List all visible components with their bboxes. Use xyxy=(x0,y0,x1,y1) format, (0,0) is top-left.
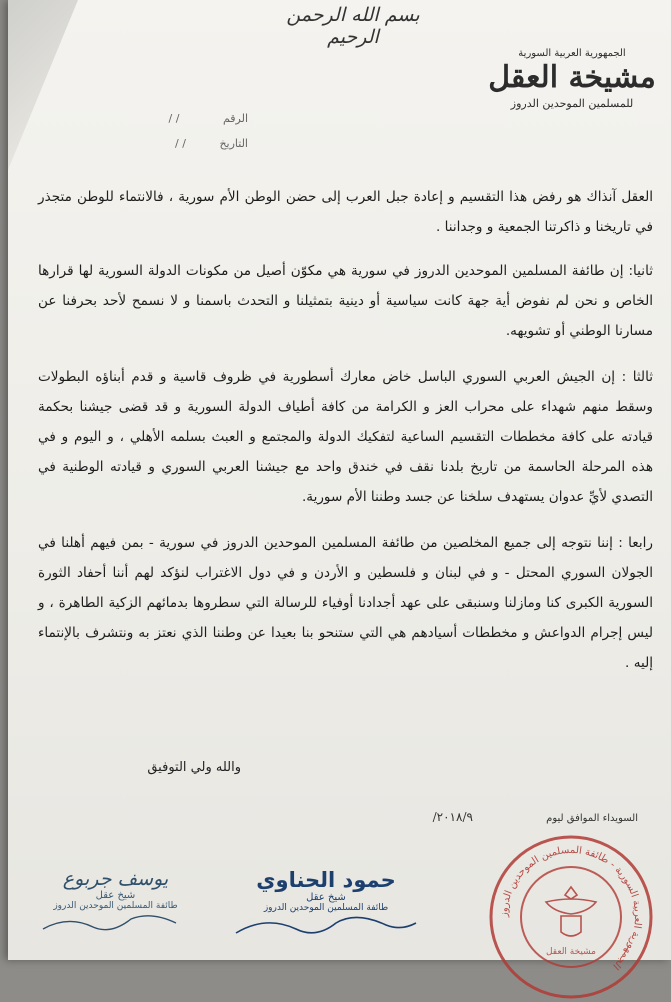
letterhead-community: للمسلمين الموحدين الدروز xyxy=(510,96,634,110)
ref-date-value: / / xyxy=(175,137,186,150)
ref-number-value: / / xyxy=(168,112,180,125)
handwritten-signature-icon xyxy=(226,913,426,943)
seal-outer-text: الجمهورية العربية السورية - طائفة المسلمين الموحدين الدروز xyxy=(498,844,644,972)
ref-date-row xyxy=(108,137,248,150)
paragraph-intro: العقل آنذاك هو رفض هذا التقسيم و إعادة جبل العرب إلى حضن الوطن الأم سورية ، فالانتماء للوطن متجذر في تاريخنا و ذاكرتنا الجمعية و وجداننا . xyxy=(38,189,653,235)
signature-org: طائفة المسلمين الموحدين الدروز xyxy=(263,903,389,913)
ref-number-row xyxy=(108,112,248,125)
ref-date-label: التاريخ xyxy=(219,137,248,150)
letterhead-institution: مشيخة العقل xyxy=(488,60,656,95)
basmala-calligraphy: بسم الله الرحمن الرحيم xyxy=(286,4,420,48)
paragraph-fourth: رابعا : إننا نتوجه إلى جميع المخلصين من طائفة المسلمين الموحدين الدروز في سورية - بمن فيهم أهلنا في الجولان السوري المحتل - و في لبنان و فلسطين و الأردن و في دول الاغتراب لنؤكد لهم أننا أحفاد الثورة السورية الكبرى كنا ومازلنا وسنبقى على عهد أجدادنا أوفياء للرسالة التي سطروها بدمائهم الزكية الطاهرة ، و ليس إجرام الدواعش و مخططات أسيادهم هي التي ستنحو بنا بعيدا عن وطننا الذي نعتز به ونتشرف بالإنتماء إليه . xyxy=(38,535,653,671)
dateline xyxy=(408,810,638,824)
signature-org: طائفة المسلمين الموحدين الدروز xyxy=(53,901,178,911)
dateline-date: ٢٠١٨/٩/ xyxy=(432,810,473,824)
paragraph-second: ثانيا: إن طائفة المسلمين الموحدين الدروز في سورية هي مكوّن أصيل من مكونات الدولة السورية لها قرارها الخاص و نحن لم نفوض أية جهة كانت سياسية أو دينية بتمثيلنا و التحدث باسمنا و لا نسمح لأحد بحرفنا عن مسارنا الوطني أو تشويهه. xyxy=(38,263,653,339)
signature-hanawi xyxy=(226,868,426,947)
dateline-label: السويداء الموافق ليوم xyxy=(546,813,638,824)
official-seal xyxy=(486,832,656,1002)
signature-title: شيخ عقل xyxy=(95,890,136,901)
letter-page xyxy=(8,0,671,972)
letter-body xyxy=(38,182,653,694)
closing-line: والله ولي التوفيق xyxy=(147,760,241,775)
signature-name: حمود الحناوي xyxy=(256,868,396,892)
ref-number-label: الرقم xyxy=(222,112,248,125)
signature-title: شيخ عقل xyxy=(306,892,346,903)
letterhead xyxy=(487,48,657,110)
handwritten-signature-icon xyxy=(28,911,203,941)
reference-fields xyxy=(108,112,248,162)
letterhead-republic: الجمهورية العربية السورية xyxy=(518,48,626,59)
eagle-emblem-icon xyxy=(546,887,596,936)
signature-jarbou xyxy=(28,868,203,945)
signature-name: يوسف جربوع xyxy=(62,868,169,890)
page-fold xyxy=(8,0,78,170)
paragraph-third: ثالثا : إن الجيش العربي السوري الباسل خاض معارك أسطورية في ظروف قاسية و قدم أبناؤه البطولات وسقط منهم شهداء على محراب العز و الكرامة من كافة أطياف الدولة السورية و قد قضى جيشنا بحكمة قيادته على كافة مخططات التقسيم الساعية لتفكيك الدولة والمجتمع و العبث بسلمه الأهلي ، و اليوم و في هذه المرحلة الحاسمة من تاريخ بلدنا نقف في خندق واحد مع جيشنا العربي السوري و قيادته الوطنية في التصدي لأيِّ عدوان يستهدف سلخنا عن جسد وطننا الأم سورية. xyxy=(38,369,653,505)
seal-inner-text: مشيخة العقل xyxy=(545,947,597,957)
